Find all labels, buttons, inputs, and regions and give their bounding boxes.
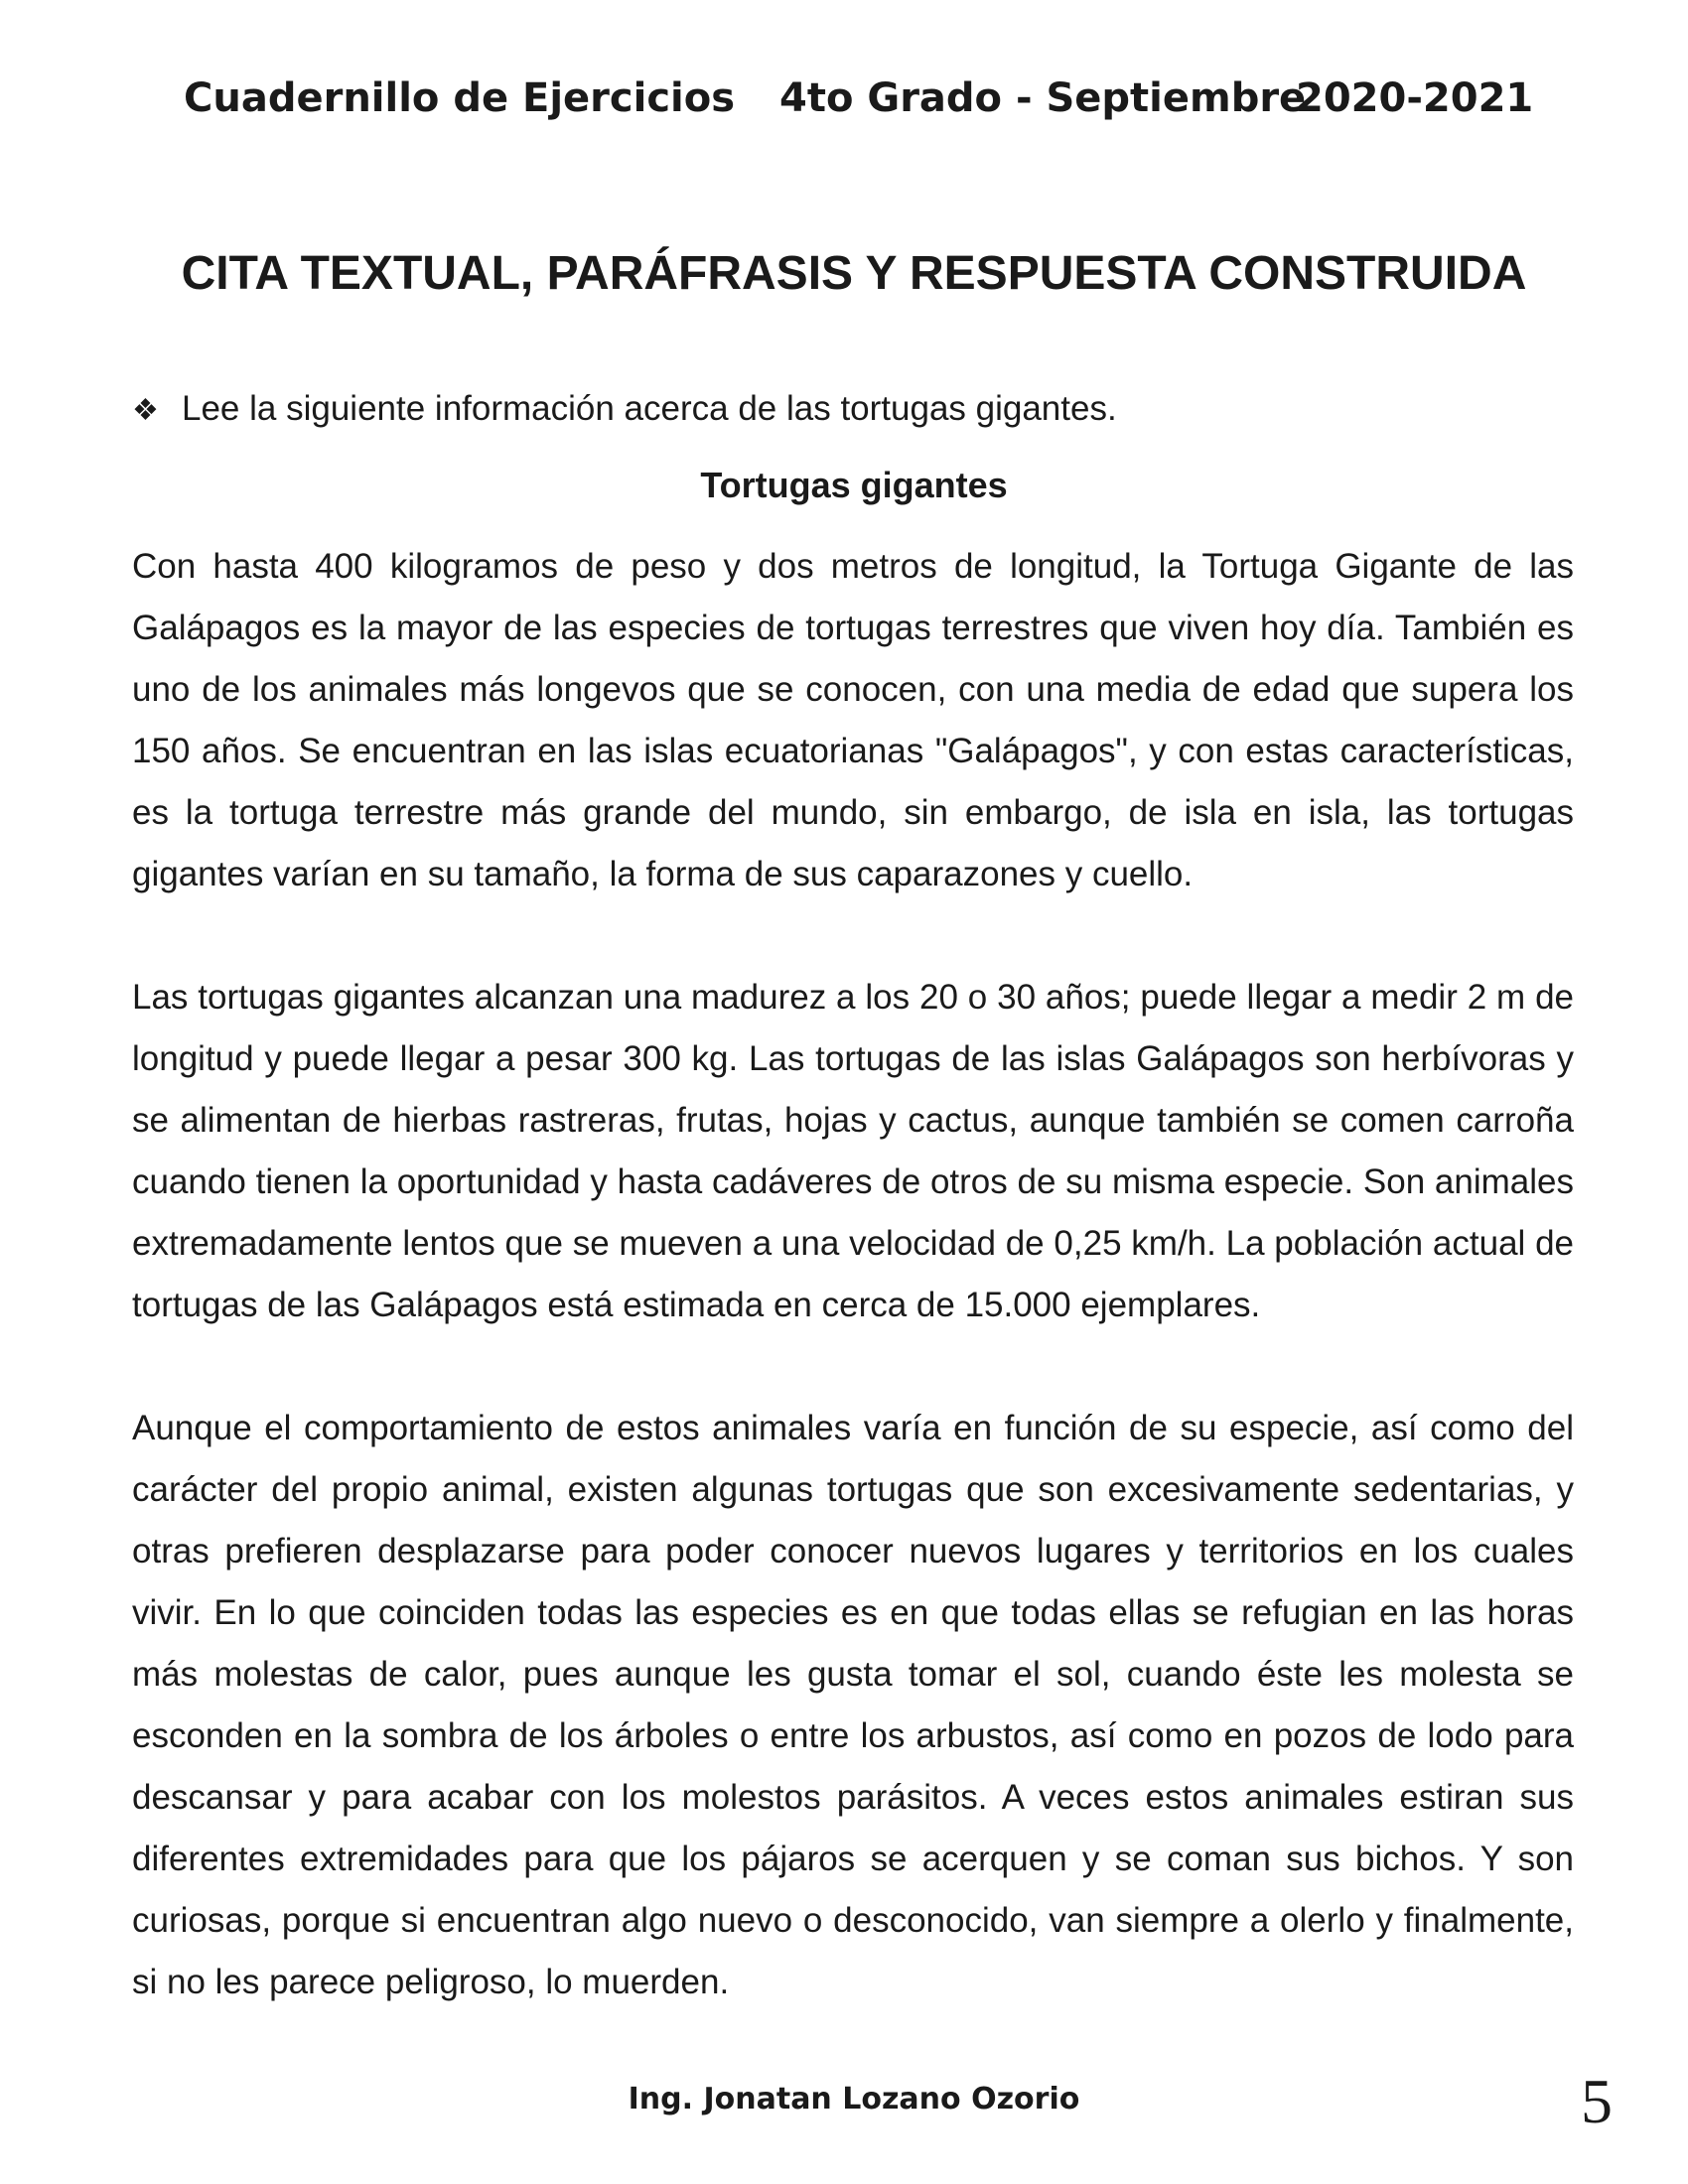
page-number: 5 (1581, 2066, 1613, 2136)
reading-title: Tortugas gigantes (700, 465, 1008, 505)
footer-author: Ing. Jonatan Lozano Ozorio (628, 2082, 1080, 2116)
header-school-year: 2020-2021 (1296, 75, 1534, 121)
paragraph-2: Las tortugas gigantes alcanzan una madurez a los 20 o 30 años; puede llegar a medir 2 m de longitud y puede llegar a pesar 300 kg. Las tortugas de las islas Galápagos son herbívoras y se alimentan de hierbas rastreras, frutas, hojas y cactus, aunque también se comen carroña cuando tienen la oportunidad y hasta cadáveres de otros de su misma especie. Son animales extremadamente lentos que se mueven a una velocidad de 0,25 km/h. La población actual de tortugas de las Galápagos está estimada en cerca de 15.000 ejemplares. (132, 978, 1574, 1324)
paragraph-1: Con hasta 400 kilogramos de peso y dos metros de longitud, la Tortuga Gigante de las Galápagos es la mayor de las especies de tortugas terrestres que viven hoy día. También es uno de los animales más longevos que se conocen, con una media de edad que supera los 150 años. Se encuentran en las islas ecuatorianas "Galápagos", y con estas características, es la tortuga terrestre más grande del mundo, sin embargo, de isla en isla, las tortugas gigantes varían en su tamaño, la forma de sus caparazones y cuello. (132, 547, 1574, 893)
instruction (132, 389, 1117, 429)
reading-body (132, 536, 1574, 2013)
page-title: CITA TEXTUAL, PARÁFRASIS Y RESPUESTA CONSTRUIDA (181, 247, 1527, 300)
diamond-bullet-icon: ❖ (132, 394, 159, 427)
header-grade-month: 4to Grado - Septiembre (779, 75, 1307, 121)
paragraph-3: Aunque el comportamiento de estos animales varía en función de su especie, así como del carácter del propio animal, existen algunas tortugas que son excesivamente sedentarias, y otras prefieren desplazarse para poder conocer nuevos lugares y territorios en los cuales vivir. En lo que coinciden todas las especies es en que todas ellas se refugian en las horas más molestas de calor, pues aunque les gusta tomar el sol, cuando éste les molesta se esconden en la sombra de los árboles o entre los arbustos, así como en pozos de lodo para descansar y para acabar con los molestos parásitos. A veces estos animales estiran sus diferentes extremidades para que los pájaros se acerquen y se coman sus bichos. Y son curiosas, porque si encuentran algo nuevo o desconocido, van siempre a olerlo y finalmente, si no les parece peligroso, lo muerden. (132, 1409, 1574, 2001)
instruction-text: Lee la siguiente información acerca de las tortugas gigantes. (182, 389, 1117, 428)
page-header (184, 75, 1533, 121)
header-workbook-title: Cuadernillo de Ejercicios (184, 75, 736, 121)
